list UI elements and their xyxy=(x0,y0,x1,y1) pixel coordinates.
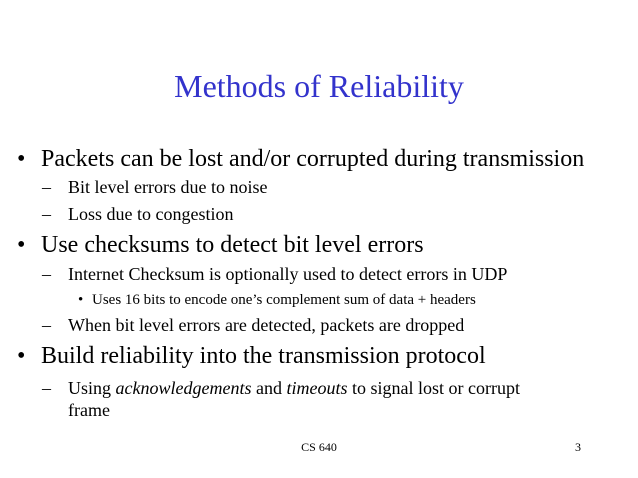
sub-bullet-text: Loss due to congestion xyxy=(68,204,234,224)
bullet-text: Build reliability into the transmission protocol xyxy=(41,343,486,369)
sub-bullet-text xyxy=(68,378,520,398)
text-run: and xyxy=(251,378,287,398)
bullet-marker: • xyxy=(78,292,84,308)
dash-marker: – xyxy=(42,378,51,398)
bullet-marker: • xyxy=(17,343,26,369)
sub-bullet-item xyxy=(42,203,233,225)
dash-marker: – xyxy=(42,315,51,335)
bullet-text: Use checksums to detect bit level errors xyxy=(41,232,424,258)
bullet-marker: • xyxy=(17,146,26,172)
slide-title: Methods of Reliability xyxy=(174,68,464,104)
sub-sub-bullet-text: Uses 16 bits to encode one’s complement sum of data + headers xyxy=(92,292,476,308)
sub-bullet-text: Bit level errors due to noise xyxy=(68,177,268,197)
bullet-item xyxy=(17,145,584,173)
sub-bullet-text: Internet Checksum is optionally used to detect errors in UDP xyxy=(68,264,508,284)
sub-bullet-item xyxy=(42,377,520,399)
footer-course: CS 640 xyxy=(301,440,337,454)
sub-bullet-continuation: frame xyxy=(68,400,110,420)
footer-page-number: 3 xyxy=(575,440,581,454)
bullet-item xyxy=(17,231,424,259)
bullet-item xyxy=(17,342,486,370)
text-run: to signal lost or corrupt xyxy=(347,378,520,398)
bullet-marker: • xyxy=(17,232,26,258)
sub-bullet-text: When bit level errors are detected, packets are dropped xyxy=(68,315,465,335)
sub-sub-bullet-item xyxy=(78,291,476,309)
emphasis-acknowledgements: acknowledgements xyxy=(115,378,252,398)
sub-bullet-item xyxy=(42,314,464,336)
dash-marker: – xyxy=(42,264,51,284)
dash-marker: – xyxy=(42,204,51,224)
sub-bullet-item xyxy=(42,176,267,198)
emphasis-timeouts: timeouts xyxy=(286,378,348,398)
sub-bullet-item xyxy=(42,263,507,285)
text-run: Using xyxy=(68,378,116,398)
bullet-text: Packets can be lost and/or corrupted during transmission xyxy=(41,146,585,172)
dash-marker: – xyxy=(42,177,51,197)
